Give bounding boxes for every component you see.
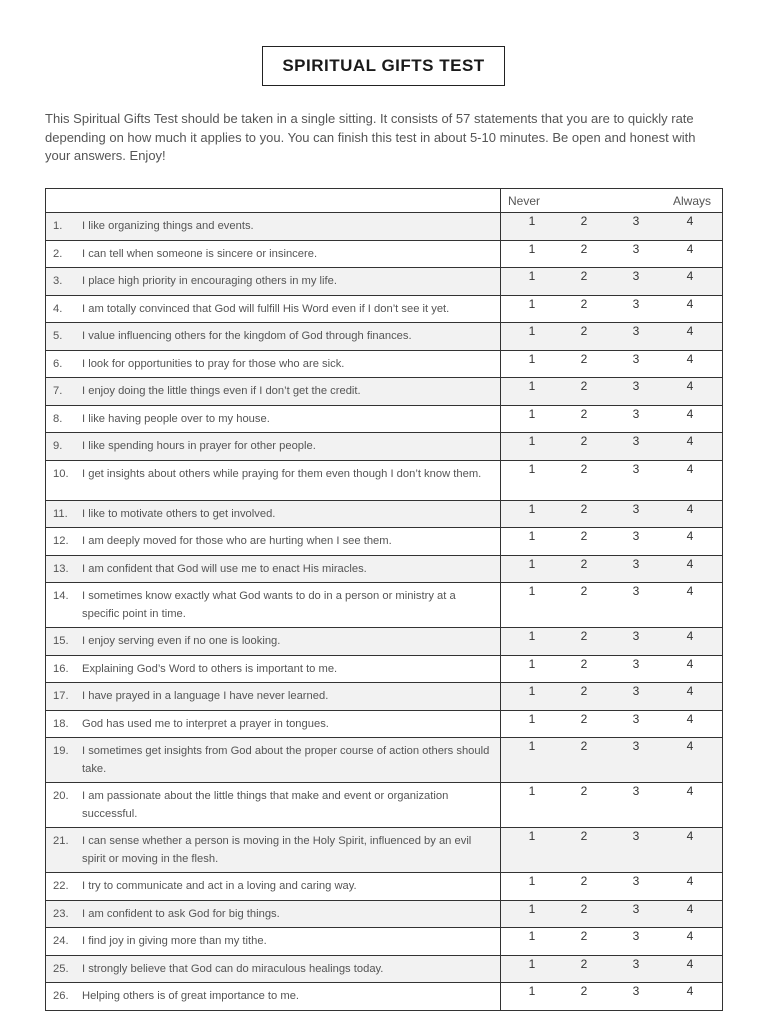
rating-cell bbox=[501, 555, 723, 583]
statement-cell bbox=[46, 873, 501, 901]
rating-option-3[interactable]: 3 bbox=[632, 434, 640, 448]
rating-option-1[interactable]: 1 bbox=[528, 739, 536, 753]
rating-option-1[interactable]: 1 bbox=[528, 874, 536, 888]
rating-cell bbox=[501, 350, 723, 378]
table-row bbox=[46, 900, 723, 928]
rating-option-1[interactable]: 1 bbox=[528, 351, 536, 366]
rating-option-4[interactable]: 4 bbox=[686, 351, 694, 366]
rating-option-4[interactable]: 4 bbox=[686, 784, 694, 798]
rating-option-1[interactable]: 1 bbox=[528, 296, 536, 311]
statement-cell bbox=[46, 683, 501, 711]
table-row bbox=[46, 710, 723, 738]
table-row bbox=[46, 955, 723, 983]
rating-option-4[interactable]: 4 bbox=[686, 406, 694, 421]
statement-text: I sometimes know exactly what God wants to do in a person or ministry at a specific point in time. bbox=[82, 590, 456, 620]
rating-option-1[interactable]: 1 bbox=[528, 434, 536, 448]
table-row bbox=[46, 583, 723, 628]
rating-option-4[interactable]: 4 bbox=[686, 901, 694, 916]
intro-paragraph: This Spiritual Gifts Test should be taken in a single sitting. It consists of 57 statements that you are to quickly rate depending on how much it applies to you. You can finish this test in about 5-10 minutes. Be open and honest with your answers. Enjoy! bbox=[45, 111, 696, 163]
table-row bbox=[46, 433, 723, 461]
statement-cell bbox=[46, 378, 501, 406]
rating-cell bbox=[501, 738, 723, 783]
scale-max-label: Always bbox=[672, 194, 711, 208]
table-row bbox=[46, 628, 723, 656]
table-row bbox=[46, 240, 723, 268]
table-row bbox=[46, 928, 723, 956]
rating-option-1[interactable]: 1 bbox=[528, 501, 536, 516]
rating-option-4[interactable]: 4 bbox=[686, 656, 694, 671]
statement-number: 19. bbox=[53, 745, 69, 757]
statement-text: Explaining God’s Word to others is important to me. bbox=[82, 662, 338, 675]
rating-option-1[interactable]: 1 bbox=[528, 584, 536, 598]
statement-text: I am passionate about the little things that make and event or organization successful. bbox=[82, 790, 449, 820]
rating-cell bbox=[501, 433, 723, 461]
rating-option-3[interactable]: 3 bbox=[632, 984, 640, 998]
statement-cell bbox=[46, 500, 501, 528]
rating-option-1[interactable]: 1 bbox=[528, 461, 536, 476]
statement-cell bbox=[46, 655, 501, 683]
rating-option-4[interactable]: 4 bbox=[686, 501, 694, 516]
table-row bbox=[46, 983, 723, 1011]
scale-min-label: Never bbox=[508, 194, 541, 208]
rating-cell bbox=[501, 983, 723, 1011]
statement-cell bbox=[46, 213, 501, 241]
statement-text: I am confident to ask God for big things. bbox=[82, 907, 280, 920]
rating-option-3[interactable]: 3 bbox=[632, 929, 640, 943]
statement-cell bbox=[46, 828, 501, 873]
table-row bbox=[46, 655, 723, 683]
rating-option-2[interactable]: 2 bbox=[580, 269, 588, 283]
statement-text: I strongly believe that God can do miraculous healings today. bbox=[82, 962, 384, 975]
rating-option-2[interactable]: 2 bbox=[580, 406, 588, 421]
statement-cell bbox=[46, 628, 501, 656]
rating-option-3[interactable]: 3 bbox=[632, 324, 640, 338]
statement-text: I have prayed in a language I have never learned. bbox=[82, 690, 329, 702]
statement-cell bbox=[46, 460, 501, 500]
rating-option-4[interactable]: 4 bbox=[686, 214, 694, 228]
rating-option-2[interactable]: 2 bbox=[580, 929, 588, 943]
statement-number: 7. bbox=[53, 385, 63, 397]
statement-text: Helping others is of great importance to me. bbox=[82, 990, 300, 1002]
rating-option-2[interactable]: 2 bbox=[580, 351, 588, 366]
statement-text: I am totally convinced that God will fulfill His Word even if I don’t see it yet. bbox=[82, 302, 450, 315]
statement-text: I find joy in giving more than my tithe. bbox=[82, 935, 267, 947]
rating-option-2[interactable]: 2 bbox=[580, 874, 588, 888]
rating-option-1[interactable]: 1 bbox=[528, 929, 536, 943]
statement-number: 3. bbox=[53, 275, 63, 287]
statement-number: 8. bbox=[53, 412, 63, 425]
table-row bbox=[46, 555, 723, 583]
rating-option-4[interactable]: 4 bbox=[686, 556, 694, 571]
rating-option-1[interactable]: 1 bbox=[528, 711, 536, 726]
rating-option-4[interactable]: 4 bbox=[686, 684, 694, 698]
rating-cell bbox=[501, 583, 723, 628]
rating-cell bbox=[501, 213, 723, 241]
statement-number: 9. bbox=[53, 440, 63, 452]
statement-text: I like organizing things and events. bbox=[82, 220, 254, 232]
rating-option-3[interactable]: 3 bbox=[632, 901, 640, 916]
statement-cell bbox=[46, 555, 501, 583]
rating-option-4[interactable]: 4 bbox=[686, 584, 694, 598]
statement-cell bbox=[46, 783, 501, 828]
table-row bbox=[46, 460, 723, 500]
statement-cell bbox=[46, 928, 501, 956]
rating-option-4[interactable]: 4 bbox=[686, 434, 694, 448]
statement-cell bbox=[46, 738, 501, 783]
rating-option-2[interactable]: 2 bbox=[580, 739, 588, 753]
rating-option-4[interactable]: 4 bbox=[686, 711, 694, 726]
statement-number: 16. bbox=[53, 662, 69, 675]
statement-number: 14. bbox=[53, 590, 69, 602]
rating-option-3[interactable]: 3 bbox=[632, 784, 640, 798]
statement-text: I enjoy doing the little things even if I don’t get the credit. bbox=[82, 385, 361, 397]
statement-number: 17. bbox=[53, 690, 69, 702]
table-row bbox=[46, 295, 723, 323]
table-row bbox=[46, 873, 723, 901]
rating-cell bbox=[501, 528, 723, 556]
rating-option-1[interactable]: 1 bbox=[528, 956, 536, 971]
rating-option-4[interactable]: 4 bbox=[686, 461, 694, 476]
rating-option-2[interactable]: 2 bbox=[580, 684, 588, 698]
rating-option-4[interactable]: 4 bbox=[686, 629, 694, 643]
rating-option-4[interactable]: 4 bbox=[686, 929, 694, 943]
table-row bbox=[46, 323, 723, 351]
rating-option-3[interactable]: 3 bbox=[632, 656, 640, 671]
statement-number: 15. bbox=[53, 635, 69, 647]
rating-cell bbox=[501, 500, 723, 528]
statement-number: 10. bbox=[53, 467, 69, 480]
rating-option-4[interactable]: 4 bbox=[686, 269, 694, 283]
rating-cell bbox=[501, 783, 723, 828]
statement-text: I like to motivate others to get involved. bbox=[82, 507, 276, 520]
rating-option-3[interactable]: 3 bbox=[632, 296, 640, 311]
statement-number: 24. bbox=[53, 935, 69, 947]
rating-option-4[interactable]: 4 bbox=[686, 241, 694, 256]
rating-option-2[interactable]: 2 bbox=[580, 501, 588, 516]
statement-cell bbox=[46, 983, 501, 1011]
rating-option-1[interactable]: 1 bbox=[528, 214, 536, 228]
statement-cell bbox=[46, 583, 501, 628]
rating-option-3[interactable]: 3 bbox=[632, 379, 640, 393]
statement-text: I sometimes get insights from God about the proper course of action others should take. bbox=[82, 745, 490, 775]
statement-cell bbox=[46, 528, 501, 556]
rating-option-1[interactable]: 1 bbox=[528, 784, 536, 798]
rating-option-2[interactable]: 2 bbox=[580, 241, 588, 256]
rating-option-3[interactable]: 3 bbox=[632, 501, 640, 516]
rating-option-1[interactable]: 1 bbox=[528, 656, 536, 671]
rating-cell bbox=[501, 873, 723, 901]
rating-option-3[interactable]: 3 bbox=[632, 684, 640, 698]
rating-cell bbox=[501, 378, 723, 406]
rating-option-3[interactable]: 3 bbox=[632, 241, 640, 256]
rating-cell bbox=[501, 628, 723, 656]
statement-number: 1. bbox=[53, 220, 63, 232]
statement-cell bbox=[46, 240, 501, 268]
statement-number: 5. bbox=[53, 330, 63, 342]
rating-option-1[interactable]: 1 bbox=[528, 629, 536, 643]
statement-cell bbox=[46, 710, 501, 738]
statement-text: God has used me to interpret a prayer in tongues. bbox=[82, 717, 329, 730]
statement-number: 25. bbox=[53, 962, 69, 975]
rating-cell bbox=[501, 240, 723, 268]
statement-text: I value influencing others for the kingdom of God through finances. bbox=[82, 330, 412, 342]
rating-option-4[interactable]: 4 bbox=[686, 529, 694, 543]
table-header-row bbox=[46, 189, 723, 213]
rating-option-3[interactable]: 3 bbox=[632, 351, 640, 366]
statement-number: 12. bbox=[53, 535, 69, 547]
rating-option-3[interactable]: 3 bbox=[632, 711, 640, 726]
rating-option-2[interactable]: 2 bbox=[580, 656, 588, 671]
rating-option-1[interactable]: 1 bbox=[528, 379, 536, 393]
rating-option-2[interactable]: 2 bbox=[580, 984, 588, 998]
statement-number: 4. bbox=[53, 302, 63, 315]
table-row bbox=[46, 683, 723, 711]
rating-option-3[interactable]: 3 bbox=[632, 556, 640, 571]
statement-text: I am deeply moved for those who are hurting when I see them. bbox=[82, 535, 392, 547]
scale-header bbox=[501, 189, 723, 213]
statement-number: 26. bbox=[53, 990, 69, 1002]
statement-number: 20. bbox=[53, 790, 69, 802]
rating-option-2[interactable]: 2 bbox=[580, 784, 588, 798]
statement-cell bbox=[46, 350, 501, 378]
table-row bbox=[46, 378, 723, 406]
rating-option-3[interactable]: 3 bbox=[632, 874, 640, 888]
rating-cell bbox=[501, 295, 723, 323]
statement-number: 18. bbox=[53, 717, 69, 730]
rating-option-4[interactable]: 4 bbox=[686, 739, 694, 753]
rating-option-2[interactable]: 2 bbox=[580, 584, 588, 598]
statement-text: I get insights about others while praying for them even though I don’t know them. bbox=[82, 467, 482, 480]
statement-number: 21. bbox=[53, 835, 69, 847]
rating-option-3[interactable]: 3 bbox=[632, 214, 640, 228]
page-title: SPIRITUAL GIFTS TEST bbox=[262, 46, 505, 86]
rating-cell bbox=[501, 268, 723, 296]
rating-option-2[interactable]: 2 bbox=[580, 629, 588, 643]
rating-option-3[interactable]: 3 bbox=[632, 461, 640, 476]
rating-option-1[interactable]: 1 bbox=[528, 829, 536, 843]
table-row bbox=[46, 783, 723, 828]
statement-number: 22. bbox=[53, 880, 69, 892]
rating-cell bbox=[501, 683, 723, 711]
rating-option-4[interactable]: 4 bbox=[686, 379, 694, 393]
rating-option-1[interactable]: 1 bbox=[528, 324, 536, 338]
table-row bbox=[46, 738, 723, 783]
statement-cell bbox=[46, 955, 501, 983]
rating-option-4[interactable]: 4 bbox=[686, 296, 694, 311]
rating-cell bbox=[501, 900, 723, 928]
rating-cell bbox=[501, 655, 723, 683]
statement-text: I place high priority in encouraging others in my life. bbox=[82, 275, 337, 287]
rating-option-2[interactable]: 2 bbox=[580, 556, 588, 571]
statement-cell bbox=[46, 405, 501, 433]
statement-cell bbox=[46, 900, 501, 928]
rating-option-4[interactable]: 4 bbox=[686, 874, 694, 888]
rating-cell bbox=[501, 955, 723, 983]
rating-option-1[interactable]: 1 bbox=[528, 241, 536, 256]
rating-option-3[interactable]: 3 bbox=[632, 406, 640, 421]
header-blank-cell bbox=[46, 189, 501, 213]
table-row bbox=[46, 528, 723, 556]
statement-number: 6. bbox=[53, 357, 63, 370]
statement-text: I can sense whether a person is moving in the Holy Spirit, influenced by an evil spirit or moving in the flesh. bbox=[82, 835, 472, 865]
rating-cell bbox=[501, 323, 723, 351]
statement-number: 23. bbox=[53, 907, 69, 920]
rating-option-2[interactable]: 2 bbox=[580, 214, 588, 228]
statement-text: I like spending hours in prayer for other people. bbox=[82, 440, 316, 452]
rating-option-2[interactable]: 2 bbox=[580, 461, 588, 476]
statement-cell bbox=[46, 295, 501, 323]
table-row bbox=[46, 213, 723, 241]
rating-option-2[interactable]: 2 bbox=[580, 829, 588, 843]
rating-option-2[interactable]: 2 bbox=[580, 324, 588, 338]
rating-option-4[interactable]: 4 bbox=[686, 324, 694, 338]
rating-option-2[interactable]: 2 bbox=[580, 901, 588, 916]
table-row bbox=[46, 828, 723, 873]
rating-option-1[interactable]: 1 bbox=[528, 556, 536, 571]
table-row bbox=[46, 268, 723, 296]
rating-option-1[interactable]: 1 bbox=[528, 406, 536, 421]
statement-text: I like having people over to my house. bbox=[82, 412, 270, 425]
statement-cell bbox=[46, 433, 501, 461]
statement-cell bbox=[46, 323, 501, 351]
statement-text: I can tell when someone is sincere or insincere. bbox=[82, 247, 318, 260]
rating-option-3[interactable]: 3 bbox=[632, 739, 640, 753]
rating-cell bbox=[501, 710, 723, 738]
table-row bbox=[46, 500, 723, 528]
statement-text: I am confident that God will use me to enact His miracles. bbox=[82, 562, 367, 575]
rating-option-4[interactable]: 4 bbox=[686, 956, 694, 971]
rating-option-2[interactable]: 2 bbox=[580, 434, 588, 448]
rating-option-1[interactable]: 1 bbox=[528, 684, 536, 698]
rating-option-2[interactable]: 2 bbox=[580, 529, 588, 543]
rating-option-2[interactable]: 2 bbox=[580, 956, 588, 971]
table-row bbox=[46, 350, 723, 378]
table-row bbox=[46, 405, 723, 433]
statement-cell bbox=[46, 268, 501, 296]
rating-option-4[interactable]: 4 bbox=[686, 829, 694, 843]
rating-option-2[interactable]: 2 bbox=[580, 711, 588, 726]
statement-number: 11. bbox=[53, 507, 68, 520]
statements-table bbox=[45, 188, 723, 1011]
rating-option-3[interactable]: 3 bbox=[632, 529, 640, 543]
rating-option-3[interactable]: 3 bbox=[632, 629, 640, 643]
rating-option-2[interactable]: 2 bbox=[580, 379, 588, 393]
rating-cell bbox=[501, 460, 723, 500]
rating-option-3[interactable]: 3 bbox=[632, 269, 640, 283]
rating-option-1[interactable]: 1 bbox=[528, 901, 536, 916]
statement-text: I try to communicate and act in a loving and caring way. bbox=[82, 880, 357, 892]
rating-option-3[interactable]: 3 bbox=[632, 584, 640, 598]
rating-option-2[interactable]: 2 bbox=[580, 296, 588, 311]
rating-option-4[interactable]: 4 bbox=[686, 984, 694, 998]
statement-text: I look for opportunities to pray for those who are sick. bbox=[82, 357, 345, 370]
statement-number: 13. bbox=[53, 562, 69, 575]
rating-cell bbox=[501, 405, 723, 433]
rating-cell bbox=[501, 828, 723, 873]
rating-option-3[interactable]: 3 bbox=[632, 829, 640, 843]
statement-text: I enjoy serving even if no one is looking. bbox=[82, 635, 281, 647]
rating-option-1[interactable]: 1 bbox=[528, 269, 536, 283]
statement-number: 2. bbox=[53, 247, 63, 260]
rating-option-3[interactable]: 3 bbox=[632, 956, 640, 971]
rating-cell bbox=[501, 928, 723, 956]
rating-option-1[interactable]: 1 bbox=[528, 984, 536, 998]
rating-option-1[interactable]: 1 bbox=[528, 529, 536, 543]
